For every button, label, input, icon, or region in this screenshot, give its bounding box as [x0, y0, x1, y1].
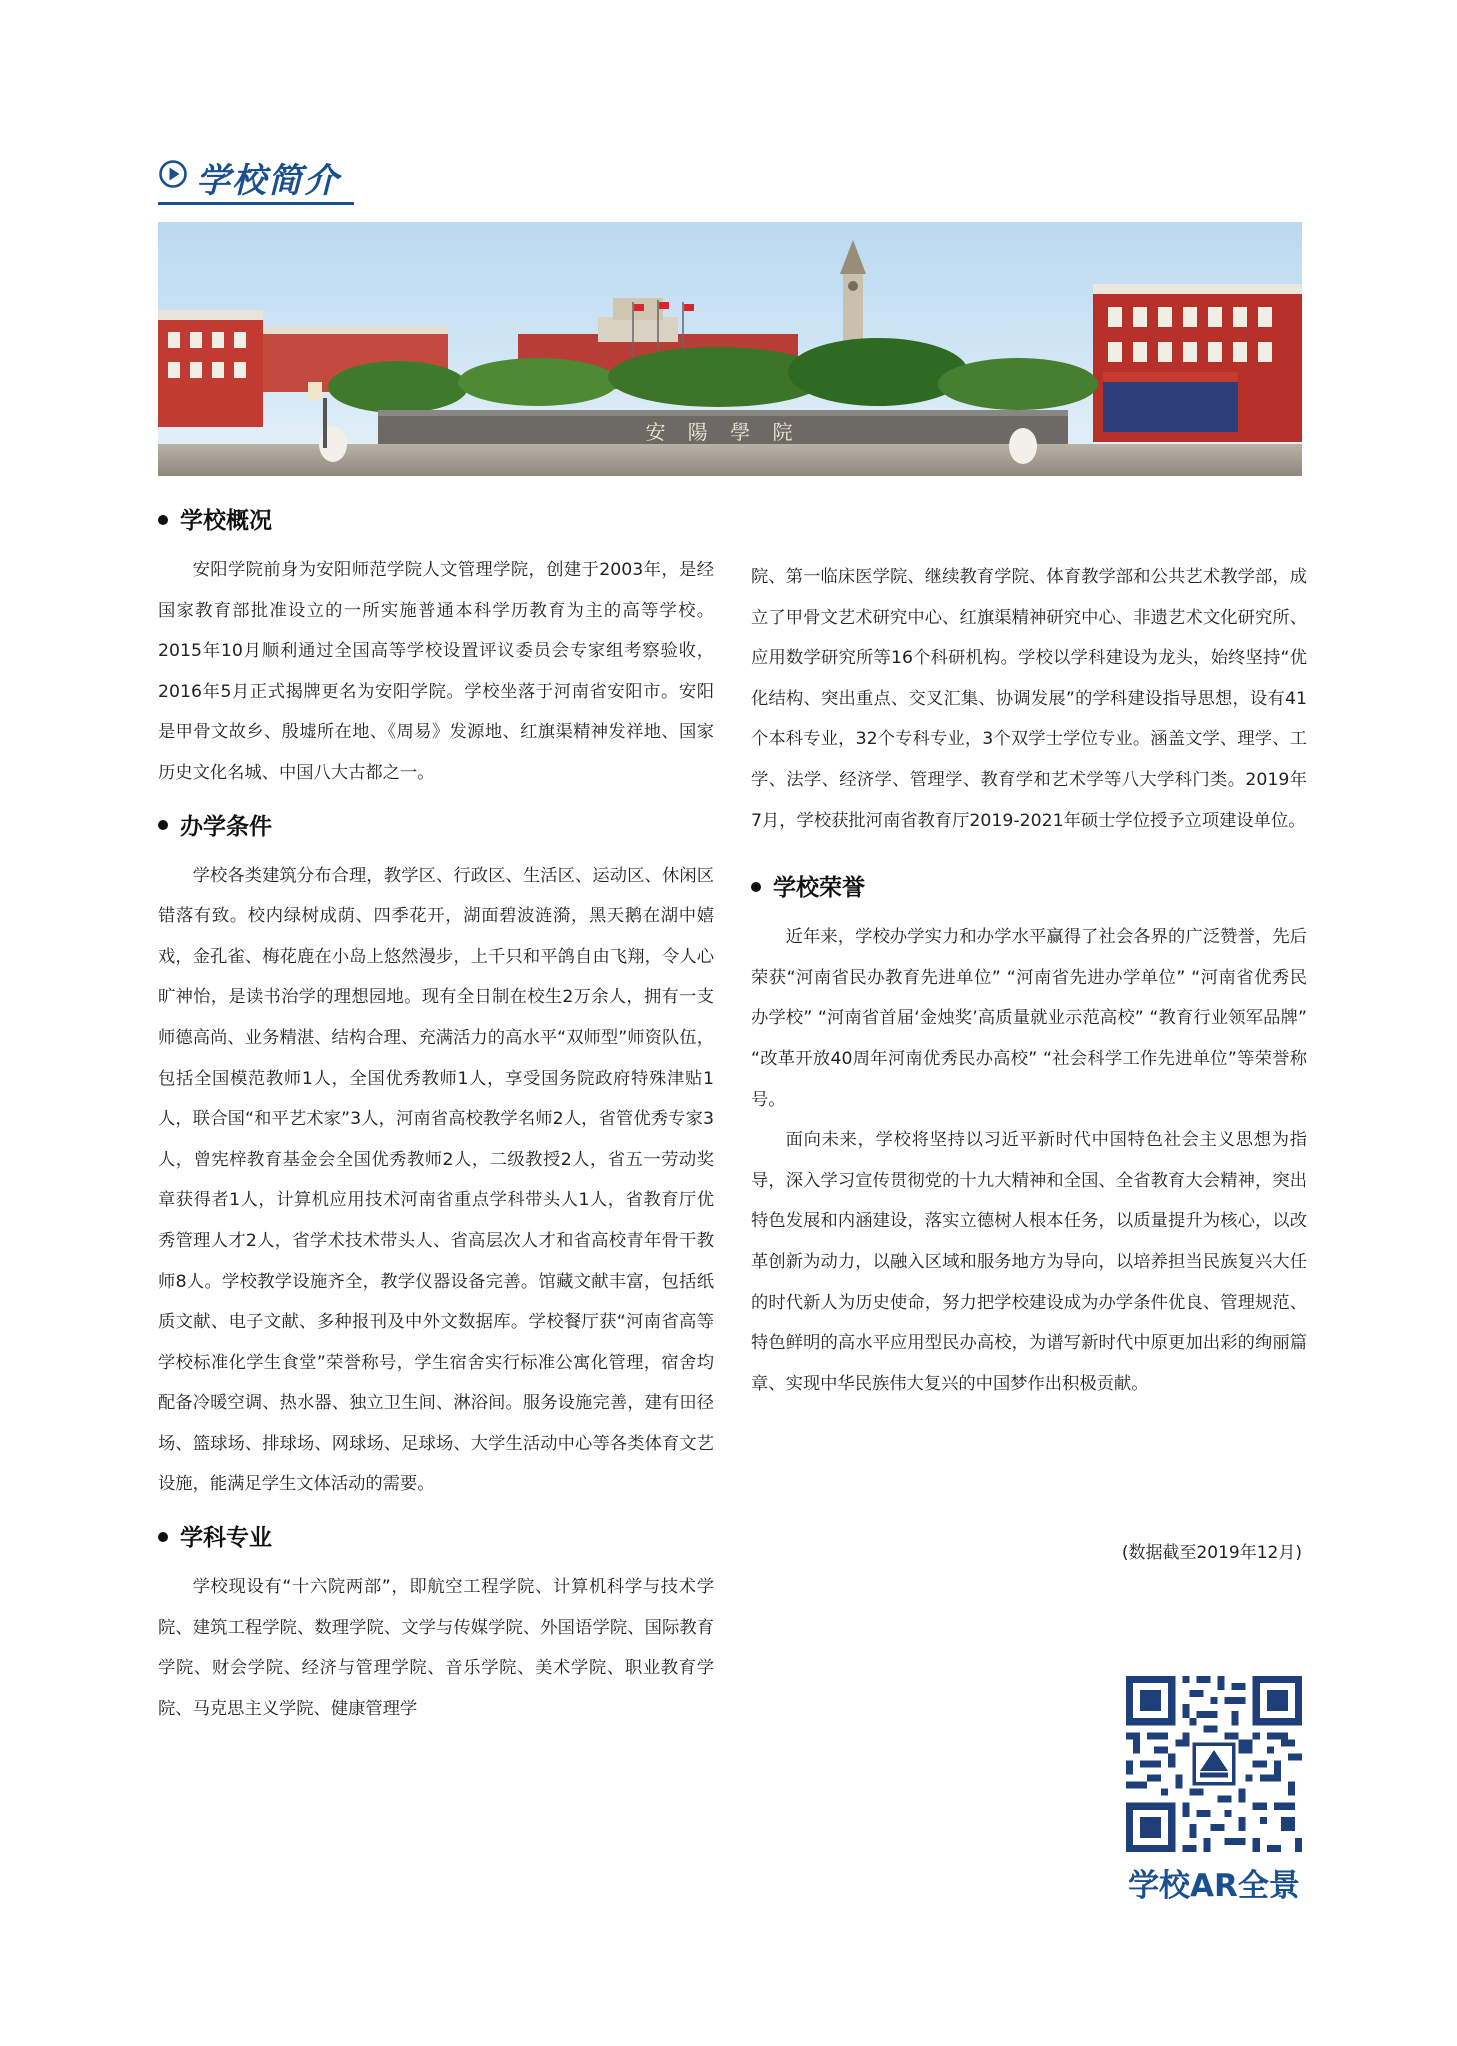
bullet-dot-icon: [158, 515, 168, 525]
honors-paragraph: 近年来，学校办学实力和办学水平赢得了社会各界的广泛赞誉，先后荣获“河南省民办教育先进单位” “河南省先进办学单位” “河南省优秀民办学校” “河南省首届‘金烛奖’高质量就业示范高校” “教育行业领军品牌” “改革开放40周年河南优秀民办高校” “社会科学工作先进单位”等荣誉称号。: [751, 927, 1307, 1110]
disciplines-paragraph-part2: 院、第一临床医学院、继续教育学院、体育教学部和公共艺术教学部，成立了甲骨文艺术研究中心、红旗渠精神研究中心、非遗艺术文化研究所、应用数学研究所等16个科研机构。学校以学科建设为龙头，始终坚持“优化结构、突出重点、交叉汇集、协调发展”的学科建设指导思想，设有41个本科专业，32个专科专业，3个双学士学位专业。涵盖文学、理学、工学、法学、经济学、管理学、教育学和艺术学等八大学科门类。2019年 7月，学校获批河南省教育厅2019-2021年硕士学位授予立项建设单位。: [751, 567, 1307, 831]
data-cutoff-note: (数据截至2019年12月): [1121, 1543, 1302, 1563]
qr-code-icon[interactable]: [1126, 1676, 1302, 1852]
page-title-text: 学校简介: [196, 161, 340, 201]
qr-label: 学校AR全景: [1128, 1868, 1300, 1904]
conditions-paragraph: 学校各类建筑分布合理，教学区、行政区、生活区、运动区、休闲区错落有致。校内绿树成荫、四季花开，湖面碧波涟漪，黑天鹅在湖中嬉戏，金孔雀、梅花鹿在小岛上悠然漫步，上千只和平鸽自由飞翔，令人心旷神怡，是读书治学的理想园地。现有全日制在校生2万余人，拥有一支师德高尚、业务精湛、结构合理、充满活力的高水平“双师型”师资队伍，包括全国模范教师1人，全国优秀教师1人，享受国务院政府特殊津贴1人，联合国“和平艺术家”3人，河南省高校教学名师2人，省管优秀专家3人，曾宪梓教育基金会全国优秀教师2人，二级教授2人，省五一劳动奖章获得者1人，计算机应用技术河南省重点学科带头人1人，省教育厅优秀管理人才2人，省学术技术带头人、省高层次人才和省高校青年骨干教师8人。学校教学设施齐全，教学仪器设备完善。馆藏文献丰富，包括纸质文献、电子文献、多种报刊及中外文数据库。学校餐厅获“河南省高等学校标准化学生食堂”荣誉称号，学生宿舍实行标准公寓化管理，宿舍均配备冷暖空调、热水器、独立卫生间、淋浴间。服务设施完善，建有田径场、篮球场、排球场、网球场、足球场、大学生活动中心等各类体育文艺设施，能满足学生文体活动的需要。: [158, 865, 714, 1495]
right-column: [751, 557, 1307, 1404]
campus-photo: [158, 222, 1302, 476]
section-heading-honors: 学校荣誉: [751, 867, 1307, 909]
page-title: [158, 150, 358, 210]
overview-paragraph: 安阳学院前身为安阳师范学院人文管理学院，创建于2003年，是经国家教育部批准设立的一所实施普通本科学历教育为主的高等学校。2015年10月顺利通过全国高等学校设置评议委员会专家组考察验收，2016年5月正式揭牌更名为安阳学院。学校坐落于河南省安阳市。安阳是甲骨文故乡、殷墟所在地、《周易》发源地、红旗渠精神发祥地、国家历史文化名城、中国八大古都之一。: [158, 560, 714, 783]
title-underline: [158, 202, 354, 205]
section-heading-disciplines: 学科专业: [158, 1517, 714, 1559]
bullet-dot-icon: [158, 1532, 168, 1542]
bullet-dot-icon: [158, 820, 168, 830]
section-heading-conditions: 办学条件: [158, 806, 714, 848]
future-paragraph: 面向未来，学校将坚持以习近平新时代中国特色社会主义思想为指导，深入学习宣传贯彻党的十九大精神和全国、全省教育大会精神，突出特色发展和内涵建设，落实立德树人根本任务，以质量提升为核心，以改革创新为动力，以融入区域和服务地方为导向，以培养担当民族复兴大任的时代新人为历史使命，努力把学校建设成为办学条件优良、管理规范、特色鲜明的高水平应用型民办高校，为谱写新时代中原更加出彩的绚丽篇章、实现中华民族伟大复兴的中国梦作出积极贡献。: [751, 1130, 1307, 1394]
section-heading-overview: 学校概况: [158, 500, 714, 542]
left-column: [158, 500, 714, 1729]
bullet-dot-icon: [751, 882, 761, 892]
gate-name-text: 安 陽 學 院: [645, 420, 801, 444]
campus-banner: [158, 222, 1302, 476]
play-circle-icon: [158, 159, 188, 189]
disciplines-paragraph-part1: 学校现设有“十六院两部”，即航空工程学院、计算机科学与技术学院、建筑工程学院、数理学院、文学与传媒学院、外国语学院、国际教育学院、财会学院、经济与管理学院、音乐学院、美术学院、职业教育学院、马克思主义学院、健康管理学: [158, 1577, 714, 1719]
